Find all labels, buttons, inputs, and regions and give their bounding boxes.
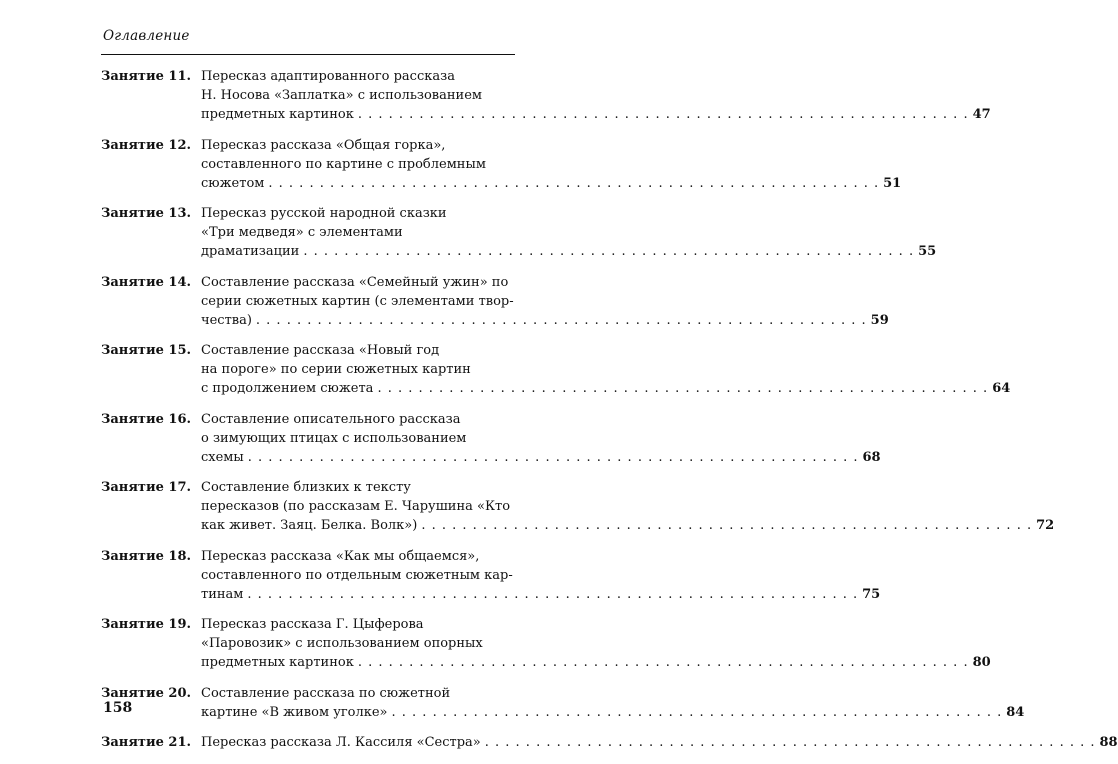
title-line: картине «В живом уголке» (201, 704, 388, 720)
title-line: предметных картинок (201, 655, 354, 670)
header-rule (101, 54, 515, 55)
title-last-line (201, 448, 881, 467)
title-line: Составление описательного рассказа (201, 411, 461, 427)
page-ref[interactable]: 68 (862, 449, 881, 465)
running-head: Оглавление (103, 28, 190, 44)
title-line: о зимующих птицах с использованием (201, 430, 467, 446)
title-line: составленного по картине с проблемным (201, 156, 486, 172)
page-ref[interactable]: 72 (1036, 518, 1055, 533)
title-line: драматизации (201, 244, 300, 259)
title-line: Составление рассказа «Новый год (201, 343, 440, 358)
page-number: 158 (103, 700, 133, 716)
title-line: сюжетом (201, 175, 265, 191)
title-line: Составление рассказа по сюжетной (201, 685, 451, 701)
lesson-title (201, 273, 889, 330)
title-line: «Три медведя» с элементами (201, 225, 403, 240)
page-ref[interactable]: 55 (918, 244, 937, 259)
title-last-line (201, 516, 1055, 535)
toc-entry (101, 136, 902, 193)
lesson-number: Занятие 12. (101, 137, 192, 153)
title-line: Пересказ рассказа «Как мы общаемся», (201, 548, 480, 564)
title-last-line (201, 733, 1118, 752)
dot-leader: . . . . . . . . . . . . . . . . . . . . . . . . . . . . . . . . . . . . . . . . . . . . . . . . . . . . . . . . . . . . (303, 244, 915, 259)
lesson-number: Занятие 21. (101, 735, 192, 750)
title-line: пересказов (по рассказам Е. Чарушина «Кто (201, 499, 511, 514)
dot-leader: . . . . . . . . . . . . . . . . . . . . . . . . . . . . . . . . . . . . . . . . . . . . . . . . . . . . . . . . . . . . (357, 655, 969, 670)
title-line: на пороге» по серии сюжетных картин (201, 362, 471, 377)
title-line: «Паровозик» с использованием опорных (201, 636, 483, 651)
toc-entry (101, 615, 991, 672)
title-last-line (201, 242, 937, 261)
title-line: как живет. Заяц. Белка. Волк») (201, 518, 418, 533)
lesson-number: Занятие 13. (101, 206, 192, 221)
lesson-title (201, 67, 991, 124)
title-last-line (201, 379, 1011, 398)
lesson-number: Занятие 16. (101, 411, 192, 427)
page-ref[interactable]: 80 (972, 655, 991, 670)
title-line: серии сюжетных картин (с элементами твор- (201, 293, 514, 309)
title-last-line (201, 653, 991, 672)
title-line: тинам (201, 586, 244, 602)
dot-leader: . . . . . . . . . . . . . . . . . . . . . . . . . . . . . . . . . . . . . . . . . . . . . . . . . . . . . . . . . . . . (391, 704, 1003, 720)
dot-leader: . . . . . . . . . . . . . . . . . . . . . . . . . . . . . . . . . . . . . . . . . . . . . . . . . . . . . . . . . . . . (255, 312, 867, 328)
title-line: чества) (201, 312, 252, 328)
title-line: Пересказ рассказа «Общая горка», (201, 137, 446, 153)
dot-leader: . . . . . . . . . . . . . . . . . . . . . . . . . . . . . . . . . . . . . . . . . . . . . . . . . . . . . . . . . . . . (247, 449, 859, 465)
toc-entry (101, 410, 881, 467)
toc-entry (101, 67, 991, 124)
toc-entry (101, 341, 1011, 398)
dot-leader: . . . . . . . . . . . . . . . . . . . . . . . . . . . . . . . . . . . . . . . . . . . . . . . . . . . . . . . . . . . . (421, 518, 1033, 533)
page-ref[interactable]: 51 (883, 175, 902, 191)
title-last-line (201, 585, 881, 604)
title-line: предметных картинок (201, 107, 354, 122)
toc-entry (101, 547, 881, 604)
page-ref[interactable]: 47 (972, 107, 991, 122)
lesson-title (201, 615, 991, 672)
dot-leader: . . . . . . . . . . . . . . . . . . . . . . . . . . . . . . . . . . . . . . . . . . . . . . . . . . . . . . . . . . . . (377, 381, 989, 396)
toc-entry (101, 204, 937, 261)
title-line: схемы (201, 449, 244, 465)
lesson-number: Занятие 14. (101, 274, 192, 290)
lesson-number: Занятие 18. (101, 548, 192, 564)
title-line: Пересказ адаптированного рассказа (201, 69, 455, 84)
lesson-number: Занятие 11. (101, 69, 192, 84)
lesson-number: Занятие 20. (101, 685, 192, 701)
page-ref[interactable]: 64 (992, 381, 1011, 396)
lesson-title (201, 733, 1118, 752)
lesson-number: Занятие 19. (101, 617, 192, 632)
lesson-title (201, 684, 1025, 722)
lesson-title (201, 410, 881, 467)
lesson-title (201, 136, 902, 193)
title-last-line (201, 105, 991, 124)
title-last-line (201, 311, 889, 330)
toc-entry (101, 684, 1025, 722)
toc-entry (101, 273, 889, 330)
toc-entry (101, 733, 1118, 752)
title-line: Составление рассказа «Семейный ужин» по (201, 274, 509, 290)
title-line: с продолжением сюжета (201, 381, 374, 396)
lesson-title (201, 478, 1055, 535)
lesson-number: Занятие 15. (101, 343, 192, 358)
title-line: Н. Носова «Заплатка» с использованием (201, 88, 483, 103)
dot-leader: . . . . . . . . . . . . . . . . . . . . . . . . . . . . . . . . . . . . . . . . . . . . . . . . . . . . . . . . . . . . (247, 586, 859, 602)
dot-leader: . . . . . . . . . . . . . . . . . . . . . . . . . . . . . . . . . . . . . . . . . . . . . . . . . . . . . . . . . . . . (268, 175, 880, 191)
table-of-contents (101, 67, 1118, 764)
page-ref[interactable]: 88 (1099, 735, 1118, 750)
dot-leader: . . . . . . . . . . . . . . . . . . . . . . . . . . . . . . . . . . . . . . . . . . . . . . . . . . . . . . . . . . . . (357, 107, 969, 122)
title-line: составленного по отдельным сюжетным кар- (201, 567, 513, 583)
title-last-line (201, 174, 902, 193)
lesson-title (201, 341, 1011, 398)
lesson-number: Занятие 17. (101, 480, 192, 495)
title-line: Пересказ русской народной сказки (201, 206, 447, 221)
page-ref[interactable]: 75 (862, 586, 881, 602)
lesson-title (201, 204, 937, 261)
page-ref[interactable]: 84 (1006, 704, 1025, 720)
title-line: Пересказ рассказа Г. Цыферова (201, 617, 424, 632)
title-line: Пересказ рассказа Л. Кассиля «Сестра» (201, 735, 481, 750)
title-last-line (201, 703, 1025, 722)
lesson-title (201, 547, 881, 604)
title-line: Составление близких к тексту (201, 480, 411, 495)
dot-leader: . . . . . . . . . . . . . . . . . . . . . . . . . . . . . . . . . . . . . . . . . . . . . . . . . . . . . . . . . . . . (484, 735, 1096, 750)
toc-entry (101, 478, 1055, 535)
page-ref[interactable]: 59 (870, 312, 889, 328)
